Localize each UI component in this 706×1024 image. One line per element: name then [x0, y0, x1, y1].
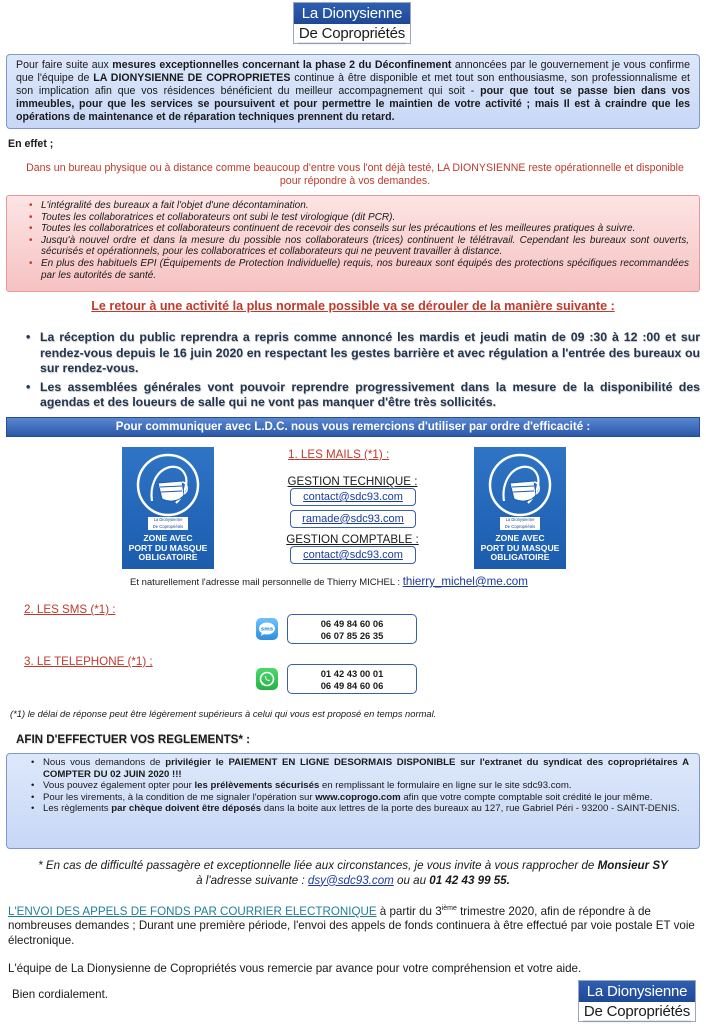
payment-item: [31, 792, 689, 804]
badge-text: [122, 534, 214, 563]
payment-bold: les prélèvements sécurisés: [194, 780, 320, 792]
badge-mini-line-2: De Copropriétés: [152, 523, 184, 529]
company-logo-top: [293, 2, 411, 44]
intro-text-3: continue à être disponible et met tout son enthousiasme, son professionnalisme et son implication afin que vos résidences bénéficient du meilleur accompagnement qui soit -: [16, 72, 691, 97]
en-effet-heading: En effet ;: [8, 138, 54, 150]
intro-text-1: Pour faire suite aux: [16, 59, 113, 71]
personal-email-link[interactable]: thierry_michel@me.com: [402, 575, 528, 588]
mails-heading: 1. LES MAILS (*1) :: [288, 448, 390, 461]
telephone-heading: 3. LE TELEPHONE (*1) ;: [24, 655, 153, 668]
telephone-number-2[interactable]: 06 49 84 60 06: [320, 680, 384, 691]
measure-item: • Toutes les collaboratrices et collaborateurs continuent de recevoir des conseils sur les précautions et les meilleures pratiques à suivre.: [29, 223, 689, 235]
badge-mini-logo: [148, 517, 188, 530]
coprogo-link[interactable]: www.coprogo.com: [315, 791, 401, 803]
intro-bold-3: pour que tout se passe bien dans vos immeubles, pour que les services se poursuivent et pour permettre le maintien de votre activité ; mais Il est à craindre que les opérations de maintenance et de réparation techniques prennent du retard.: [16, 85, 690, 123]
masked-face-icon: [484, 453, 556, 517]
measure-item: • L'intégralité des bureaux a fait l'objet d'une décontamination.: [29, 200, 689, 212]
intro-box: [6, 54, 700, 129]
payment-item: [31, 803, 689, 815]
badge-line-1: ZONE AVEC: [495, 533, 545, 543]
difficulty-note: [10, 859, 696, 888]
badge-line-3: OBLIGATOIRE: [138, 552, 198, 562]
company-logo-bottom: [578, 980, 696, 1022]
logo-line-2: De Copropriétés: [294, 24, 410, 44]
badge-text: [474, 534, 566, 563]
response-delay-note: (*1) le délai de réponse peut être légèrement supérieurs à celui qui vous est proposé en temps normal.: [10, 708, 437, 719]
payments-title: AFIN D'EFFECTUER VOS REGLEMENTS* :: [16, 733, 250, 746]
intro-text-2: annoncées par le gouvernement je vous confirme que l'équipe de: [16, 59, 691, 84]
payments-box: [6, 753, 700, 849]
electronic-calls-sup: ième: [441, 905, 457, 912]
personal-email-text: Et naturellement l'adresse mail personnelle de Thierry MICHEL :: [130, 577, 403, 588]
tech-email-link-1[interactable]: contact@sdc93.com: [290, 488, 416, 506]
accounting-label: GESTION COMPTABLE :: [286, 533, 419, 546]
payment-bold: privilégier le PAIEMENT EN LIGNE DESORMAIS DISPONIBLE sur l'extranet du syndicat des copropriétaires A COMPTER DU 02 JUIN 2020 !!!: [43, 757, 689, 780]
sms-numbers-box: [287, 614, 417, 644]
badge-mini-logo: [500, 517, 540, 530]
payment-text: Vous pouvez également opter pour: [43, 780, 195, 792]
retour-title: Le retour à une activité la plus normale possible va se dérouler de la manière suivante :: [91, 299, 615, 313]
contact-name: Monsieur SY: [597, 859, 668, 872]
contact-email-link[interactable]: dsy@sdc93.com: [307, 873, 394, 887]
sms-icon: [256, 618, 278, 640]
measures-box: [6, 195, 700, 292]
difficulty-text-3: ou au: [393, 873, 430, 887]
masked-face-icon: [132, 453, 204, 517]
logo-line-1: La Dionysienne: [579, 981, 695, 1002]
sms-icon-label: sms: [260, 626, 274, 633]
mask-required-badge-left: [122, 447, 214, 569]
sms-number-1[interactable]: 06 49 84 60 06: [320, 618, 384, 629]
whatsapp-icon: [256, 668, 278, 690]
mask-required-badge-right: [474, 447, 566, 569]
electronic-calls-text-2: trimestre 2020, afin de répondre à de nombreuses demandes ; Durant une première période, l'envoi des appels de fonds continuera à être effectué par voie postale ET voie électronique.: [8, 904, 695, 947]
electronic-calls-heading: L'ENVOI DES APPELS DE FONDS PAR COURRIER ELECTRONIQUE: [8, 904, 377, 918]
logo-line-2: De Copropriétés: [579, 1002, 695, 1022]
personal-email-line: [130, 575, 600, 588]
measures-list: [29, 200, 689, 281]
difficulty-text-1: * En cas de difficulté passagère et exceptionnelle liée aux circonstances, je vous invite à vous rapprocher de: [38, 859, 598, 872]
badge-line-2: PORT DU MASQUE: [128, 542, 208, 553]
payment-item: [31, 780, 689, 792]
electronic-calls-notice: [8, 902, 700, 948]
intro-bold-2: LA DIONYSIENNE DE COPROPRIETES: [93, 72, 291, 84]
retour-item: • Les assemblées générales vont pouvoir reprendre progressivement dans la mesure de la disponibilité des agendas et des loueurs de salle qui ne vont pas manquer d'être très sollicités.: [26, 380, 700, 411]
badge-line-3: OBLIGATOIRE: [490, 552, 550, 562]
payment-text: afin que votre compte comptable soit crédité le jour même.: [400, 791, 653, 803]
badge-mini-line-1: La Dionysienne: [153, 517, 183, 522]
payment-item: [31, 757, 689, 780]
electronic-calls-text-1: à partir du 3: [376, 904, 442, 918]
thanks-line: L'équipe de La Dionysienne de Copropriétés vous remercie par avance pour votre compréhension et votre aide.: [8, 962, 582, 975]
difficulty-text-2: à l'adresse suivante :: [196, 873, 308, 887]
badge-mini-line-1: La Dionysienne: [505, 517, 535, 522]
accounting-email-link[interactable]: contact@sdc93.com: [290, 546, 416, 564]
communicate-banner: Pour communiquer avec L.D.C. nous vous remercions d'utiliser par ordre d'efficacité :: [6, 417, 700, 437]
sms-number-2[interactable]: 06 07 85 26 35: [320, 630, 384, 641]
telephone-number-1[interactable]: 01 42 43 00 01: [320, 668, 384, 679]
retour-item: • La réception du public reprendra a repris comme annoncé les mardis et jeudi matin de 09 :30 à 12 :00 et sur rendez-vous depuis le 16 juin 2020 en respectant les gestes barrière et avec régulation a l'entrée des bureaux ou sur rendez-vous.: [26, 330, 700, 377]
closing-line: Bien cordialement.: [12, 988, 109, 1001]
payment-text: dans la boite aux lettres de la porte des bureaux au 127, rue Gabriel Péri - 93200 - SAINT-DENIS.: [261, 803, 680, 815]
badge-mini-line-2: De Copropriétés: [504, 523, 536, 529]
retour-list: [26, 330, 700, 414]
payment-text: Les règlements: [43, 803, 112, 815]
tech-management-label: GESTION TECHNIQUE :: [287, 475, 418, 488]
measure-item: • Toutes les collaboratrices et collaborateurs ont subi le test virologique (dit PCR).: [29, 212, 689, 224]
telephone-numbers-box: [287, 664, 417, 694]
payment-text: Pour les virements, à la condition de me signaler l'opération sur: [43, 791, 316, 803]
payments-list: [31, 757, 689, 815]
measure-item: • En plus des habituels EPI (Équipements de Protection Individuelle) requis, nos bureaux sont équipés des protections spécifiques recommandées par les autorités de santé.: [29, 258, 689, 281]
badge-line-1: ZONE AVEC: [143, 533, 193, 543]
badge-line-2: PORT DU MASQUE: [480, 542, 560, 553]
measure-item: • Jusqu'à nouvel ordre et dans la mesure du possible nos collaborateurs (trices) continuent le télétravail. Cependant les bureaux sont ouverts, sécurisés et opérationnels, pour les collaboratrices et collaborateurs qui ne peuvent travailler à distance.: [29, 235, 689, 258]
bureau-statement: Dans un bureau physique ou à distance comme beaucoup d'entre vous l'ont déjà testé, LA DIONYSIENNE reste opérationnelle et disponible pour répondre à vos demandes.: [26, 162, 684, 187]
payment-bold: par chèque doivent être déposés: [111, 803, 262, 815]
payment-text: en remplissant le formulaire en ligne sur le site sdc93.com.: [319, 780, 572, 792]
logo-line-1: La Dionysienne: [294, 3, 410, 24]
intro-bold-1: mesures exceptionnelles concernant la phase 2 du Déconfinement: [112, 59, 452, 71]
contact-phone: 01 42 43 99 55.: [429, 873, 510, 887]
sms-heading: 2. LES SMS (*1) :: [24, 603, 116, 616]
payment-text: Nous vous demandons de: [43, 757, 166, 768]
tech-email-link-2[interactable]: ramade@sdc93.com: [290, 510, 416, 528]
